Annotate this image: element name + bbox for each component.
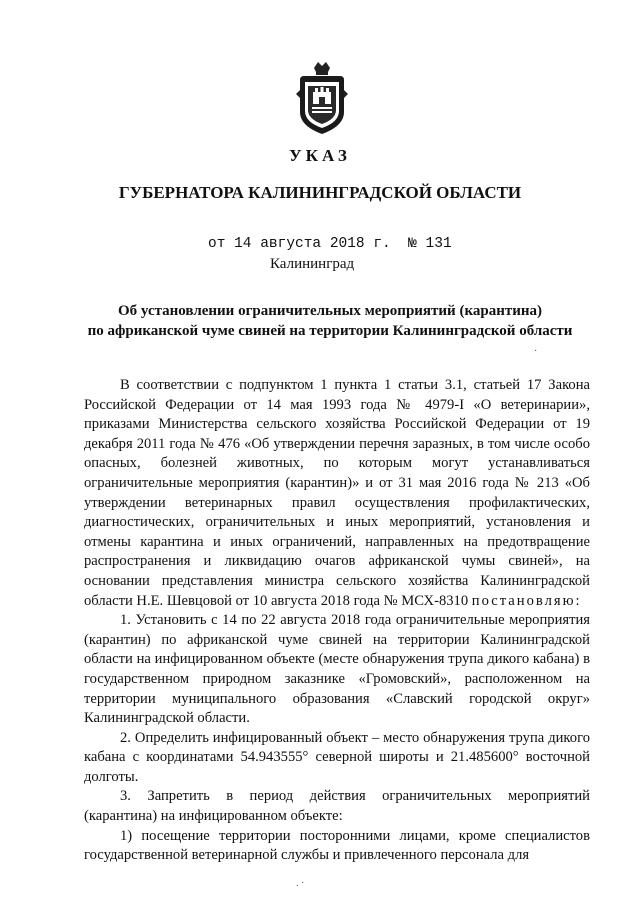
scan-speck: · xyxy=(534,346,538,357)
city-label: Калининград xyxy=(270,256,355,272)
date-number-line: от 14 августа 2018 г. № 131 xyxy=(208,236,452,252)
decree-keyword: постановляю: xyxy=(471,592,582,609)
decree-body xyxy=(84,376,590,866)
preamble-text: В соответствии с подпунктом 1 пункта 1 статьи 3.1, статьей 17 Закона Российской Федерации от 14 мая 1993 года № 4979-I «О ветеринарии», приказами Министерства сельского хозяйства Российской Федерации от 19 декабря 2011 года № 476 «Об утверждении перечня заразных, в том числе особо опасных, болезней животных, по которым могут устанавливаться ограничительные мероприятия (карантин)» и от 31 мая 2016 года № 213 «Об утверждении ветеринарных правил осуществления профилактических, диагностических, ограничительных и иных мероприятий, установления и отмены карантина и иных ограничений, направленных на предотвращение распространения и ликвидацию очагов африканской чумы свиней», на основании представления министра сельского хозяйства Калининградской области Н.Е. Шевцовой от 10 августа 2018 года № МСХ-8310 xyxy=(84,377,590,609)
coat-of-arms-icon xyxy=(296,60,348,136)
scan-speck: . · xyxy=(296,878,305,889)
item-3-paragraph: 3. Запретить в период действия ограничительных мероприятий (карантина) на инфицированном объекте: xyxy=(84,788,590,825)
subject-line-2: по африканской чуме свиней на территории Калининградской области xyxy=(87,323,573,339)
item-1-paragraph: 1. Установить с 14 по 22 августа 2018 года ограничительные мероприятия (карантин) по африканской чуме свиней на территории Калининградской области на инфицированном объекте (месте обнаружения трупа дикого кабана) в государственном природном заказнике «Громовский», расположенном на территории муниципального образования «Славский городской округ» Калининградской области. xyxy=(84,612,590,727)
decree-subject xyxy=(60,301,600,341)
document-type-heading: УКАЗ xyxy=(289,146,351,165)
item-3-1-paragraph: 1) посещение территории посторонними лицами, кроме специалистов государственной ветеринарной службы и привлеченного персонала для xyxy=(84,827,590,864)
issuer-heading: ГУБЕРНАТОРА КАЛИНИНГРАДСКОЙ ОБЛАСТИ xyxy=(118,183,522,202)
subject-line-1: Об установлении ограничительных мероприятий (карантина) xyxy=(117,303,542,319)
preamble-paragraph xyxy=(84,376,590,611)
item-2-paragraph: 2. Определить инфицированный объект – место обнаружения трупа дикого кабана с координатами 54.943555° северной широты и 21.485600° восточной долготы. xyxy=(84,729,590,785)
